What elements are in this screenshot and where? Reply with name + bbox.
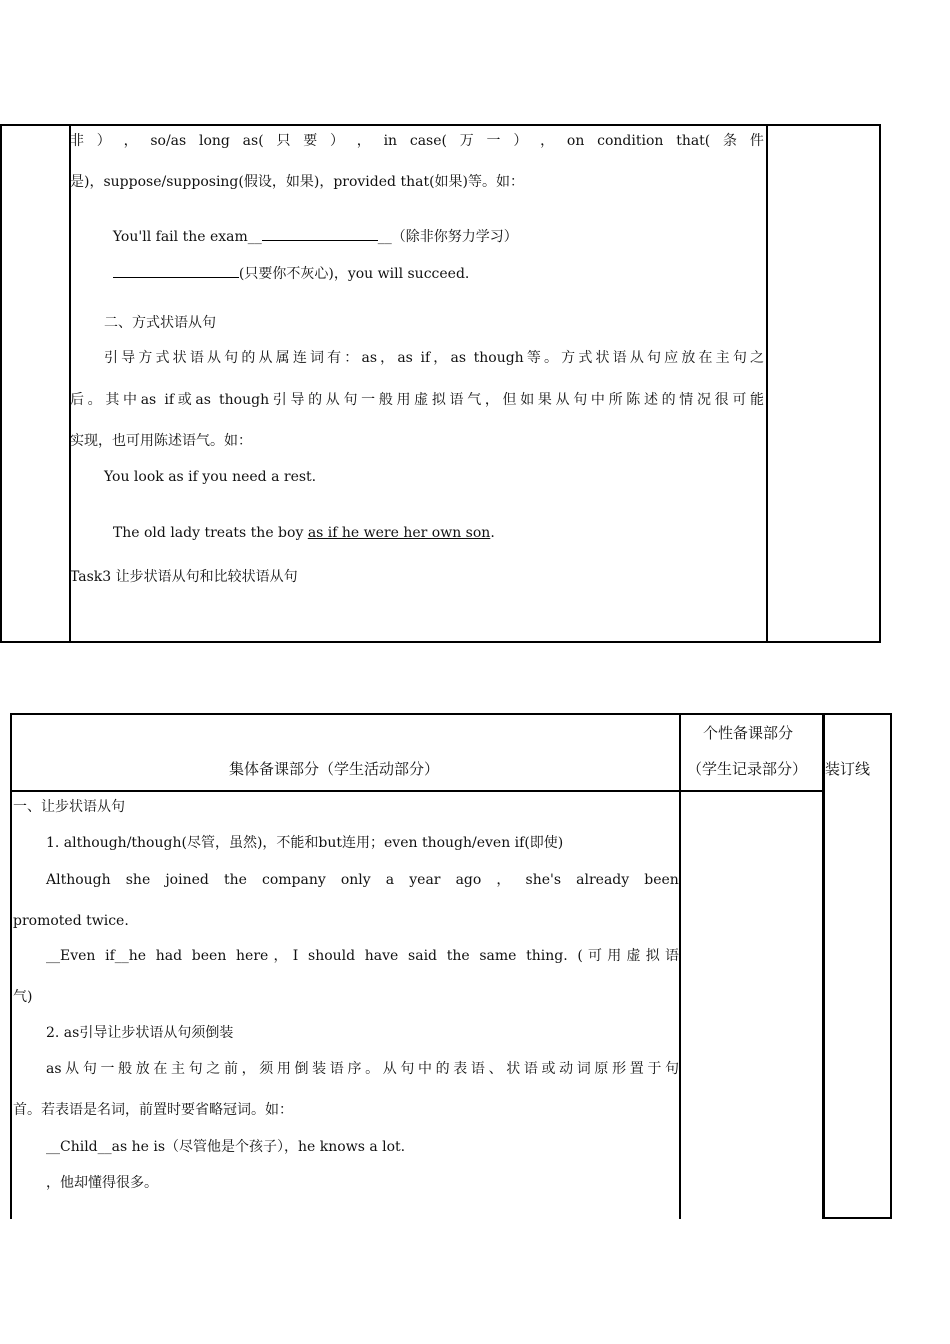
word: ）	[96, 133, 111, 149]
column-divider	[69, 126, 71, 641]
word: been	[644, 872, 679, 888]
column-divider	[766, 126, 768, 641]
word: the	[223, 872, 247, 888]
table-border	[10, 713, 824, 715]
column-divider	[822, 713, 825, 1219]
header-main: 集体备课部分（学生活动部分）	[229, 760, 440, 778]
word: already	[576, 872, 630, 888]
paragraph-line: 引导方式状语从句的从属连词有：as，as if，as though等。方式状语从句应放在主句之	[104, 350, 764, 366]
word: as(	[242, 133, 264, 149]
header-personal-sub: （学生记录部分）	[687, 760, 808, 778]
fill-blank-example-2	[104, 244, 469, 284]
example-sentence	[46, 870, 679, 890]
section-heading: 二、方式状语从句	[104, 315, 216, 331]
example-text: You'll fail the exam__	[112, 229, 262, 245]
table-border	[10, 713, 12, 1219]
example-sentence-cont: 气)	[13, 989, 33, 1005]
word: on	[566, 133, 585, 149]
example-sentence-cont: promoted twice.	[13, 913, 129, 929]
section-heading: 一、让步状语从句	[13, 799, 125, 815]
rule-line: 1. although/though(尽管，虽然)，不能和but连用；even though/even if(即使)	[46, 835, 564, 851]
word: 只	[276, 133, 291, 149]
task-heading: Task3 让步状语从句和比较状语从句	[70, 569, 298, 585]
word: ）	[330, 133, 345, 149]
word: long	[199, 133, 230, 149]
word: ，	[123, 133, 138, 149]
word: ，	[496, 872, 511, 888]
word: ago	[455, 872, 482, 888]
table-border	[890, 713, 892, 1219]
word: ）	[513, 133, 528, 149]
word: a	[385, 872, 395, 888]
word: year	[409, 872, 441, 888]
header-divider	[10, 790, 824, 792]
word: 一	[486, 133, 501, 149]
table-top	[0, 124, 881, 643]
word: in	[383, 133, 398, 149]
example-sentence: You look as if you need a rest.	[104, 469, 317, 485]
word: 要	[303, 133, 318, 149]
example-hint: （除非你努力学习）	[391, 229, 518, 245]
condition-conjunctions-line-2: 是)，suppose/supposing(假设，如果)，provided that(如果)等。如：	[70, 174, 524, 190]
translation-line: ，他却懂得很多。	[46, 1175, 158, 1191]
table-border	[822, 1217, 892, 1219]
header-personal: 个性备课部分	[703, 724, 794, 742]
binding-line-label: 装订线	[825, 760, 871, 778]
paragraph-line: as从句一般放在主句之前，须用倒装语序。从句中的表语、状语或动词原形置于句	[46, 1061, 679, 1077]
word: so/as	[150, 133, 187, 149]
word: she	[125, 872, 151, 888]
condition-conjunctions-line	[70, 131, 764, 151]
word: 件	[749, 133, 764, 149]
column-divider	[679, 713, 681, 1219]
answer-blank[interactable]	[113, 277, 239, 278]
paragraph-line: 后。其中as if或as though引导的从句一般用虚拟语气，但如果从句中所陈述的情况很可能	[70, 392, 764, 408]
underlined-clause: as if he were her own son	[307, 525, 491, 541]
paragraph-line: 实现，也可用陈述语气。如：	[70, 433, 252, 449]
example-sentence	[104, 503, 495, 543]
word: ，	[356, 133, 371, 149]
example-text: The old lady treats the boy	[112, 525, 308, 541]
word: ，	[540, 133, 555, 149]
example-sentence: __Even if__he had been here，I should have said the same thing. (可用虚拟语	[46, 948, 679, 964]
example-hint: (只要你不灰心)，you will succeed.	[238, 266, 470, 282]
example-punct: .	[490, 525, 495, 541]
word: condition	[597, 133, 664, 149]
fill-blank-example-1	[104, 207, 518, 247]
word: 万	[459, 133, 474, 149]
answer-blank[interactable]	[262, 240, 378, 241]
paragraph-line: 首。若表语是名词，前置时要省略冠词。如：	[13, 1102, 293, 1118]
word: that(	[676, 133, 711, 149]
table-border	[822, 713, 892, 715]
word: 条	[723, 133, 738, 149]
word: 非	[70, 133, 84, 149]
word: Although	[46, 872, 111, 888]
word: only	[340, 872, 371, 888]
example-sentence: __Child__as he is（尽管他是个孩子），he knows a lot.	[46, 1139, 406, 1155]
example-underscore: __	[377, 229, 392, 245]
word: company	[261, 872, 326, 888]
rule-line: 2. as引导让步状语从句须倒装	[46, 1025, 234, 1041]
word: she's	[525, 872, 562, 888]
word: joined	[165, 872, 209, 888]
word: case(	[409, 133, 447, 149]
